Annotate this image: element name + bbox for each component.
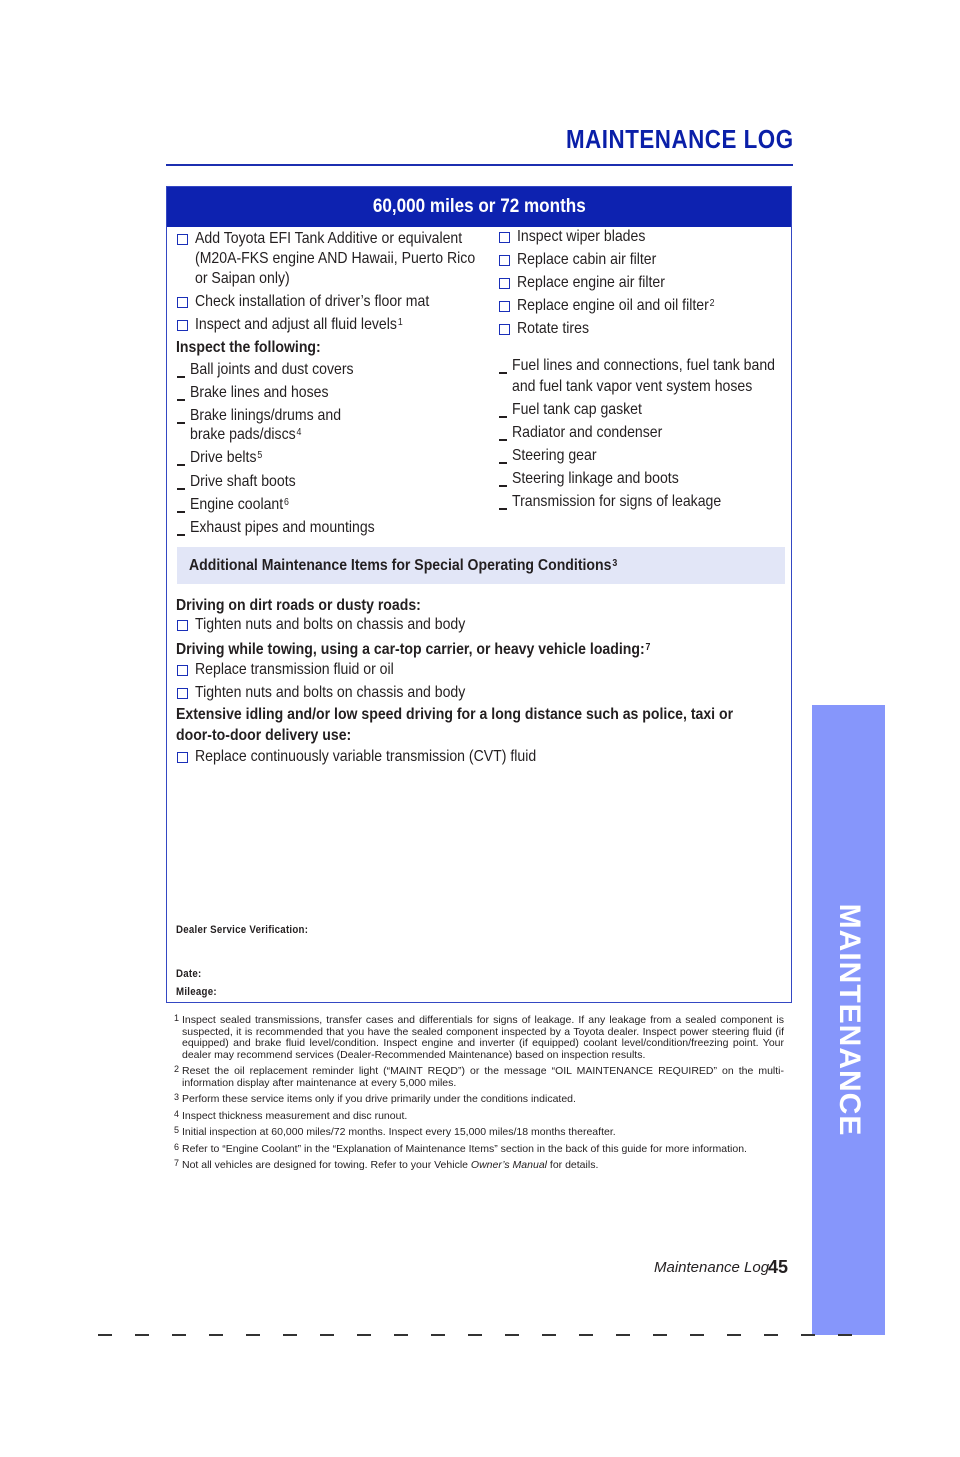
footnote-text: Inspect sealed transmissions, transfer cases and differentials for signs of leakage. If any leakage from a sealed component is suspected, it is recommended that you have the sealed component inspected by a Toyota dealer. Inspect power steering fluid (if equipped) and brake fluid level/condition. Inspect engine and inverter (if equipped) coolant level/condition/freezing point. Your dealer may recommend services (Dealer-Recommended Maintenance) based on inspection results. xyxy=(182,1014,784,1061)
mileage-label: Mileage: xyxy=(176,986,217,998)
dash-bullet xyxy=(177,534,185,536)
inspect-item: Drive shaft boots xyxy=(190,473,296,490)
dash-bullet xyxy=(499,439,507,441)
footnote-ref: 1 xyxy=(397,317,403,328)
dash-bullet xyxy=(499,372,507,374)
footnote-number: 5 xyxy=(174,1125,180,1135)
footnote-number: 7 xyxy=(174,1158,180,1168)
checkbox[interactable] xyxy=(177,234,188,245)
crop-mark xyxy=(283,1334,297,1336)
check-item: Tighten nuts and bolts on chassis and body xyxy=(195,616,466,633)
footnote xyxy=(174,1127,784,1139)
inspect-item-cont: and fuel tank vapor vent system hoses xyxy=(512,378,753,395)
checkbox[interactable] xyxy=(499,324,510,335)
checkbox[interactable] xyxy=(499,301,510,312)
footnote xyxy=(174,1141,784,1156)
side-tab-label-wrap xyxy=(812,903,885,1137)
side-tab-label: MAINTENANCE xyxy=(832,903,866,1137)
footnote-ref: 2 xyxy=(709,298,715,309)
crop-mark xyxy=(727,1334,741,1336)
footnote-text: Initial inspection at 60,000 miles/72 months. Inspect every 15,000 miles/18 months thereafter. xyxy=(182,1126,616,1138)
dash-bullet xyxy=(177,399,185,401)
special-conditions-title: Additional Maintenance Items for Special Operating Conditions$^3$ xyxy=(189,557,618,574)
checkbox[interactable] xyxy=(177,297,188,308)
footnote-number: 6 xyxy=(174,1141,180,1152)
checkbox[interactable] xyxy=(499,232,510,243)
footnote-ref: 4 xyxy=(296,427,302,438)
footnote-ref: 3 xyxy=(612,558,618,569)
crop-mark xyxy=(801,1334,815,1336)
footnote-text: Perform these service items only if you drive primarily under the conditions indicated. xyxy=(182,1093,576,1105)
crop-mark xyxy=(209,1334,223,1336)
inspect-item: Brake lines and hoses xyxy=(190,384,329,401)
checkbox[interactable] xyxy=(177,688,188,699)
footnote-ref: 6 xyxy=(284,497,289,508)
checkbox[interactable] xyxy=(177,320,188,331)
inspect-item: Transmission for signs of leakage xyxy=(512,493,722,510)
crop-mark xyxy=(468,1334,482,1336)
crop-mark xyxy=(838,1334,852,1336)
footnotes xyxy=(174,1015,784,1177)
crop-mark xyxy=(690,1334,704,1336)
crop-mark xyxy=(764,1334,778,1336)
check-item: Replace continuously variable transmission (CVT) fluid xyxy=(195,748,537,765)
checkbox[interactable] xyxy=(499,278,510,289)
inspect-item: Exhaust pipes and mountings xyxy=(190,519,375,536)
dash-bullet xyxy=(499,485,507,487)
check-item: Replace engine air filter xyxy=(517,274,665,291)
check-item: Check installation of driver’s floor mat xyxy=(195,293,430,310)
inspect-item: Drive belts$^5$ xyxy=(190,449,263,466)
crop-mark xyxy=(579,1334,593,1336)
check-item: Rotate tires xyxy=(517,320,589,337)
page-title: MAINTENANCE LOG xyxy=(566,124,794,154)
inspect-item: Brake linings/drums and xyxy=(190,407,342,424)
check-item: Inspect wiper blades xyxy=(517,228,646,245)
footnote-text: Not all vehicles are designed for towing. Refer to your Vehicle Owner’s Manual for details. xyxy=(182,1159,599,1171)
footer-section-label: Maintenance Log xyxy=(654,1259,770,1276)
crop-mark xyxy=(394,1334,408,1336)
check-item: Replace cabin air filter xyxy=(517,251,657,268)
inspect-item: Engine coolant$^6$ xyxy=(190,496,289,513)
maintenance-interval-box xyxy=(166,186,792,1003)
footnote-text: Reset the oil replacement reminder light (“MAINT REQD”) or the message “OIL MAINTENANCE REQUIRED” on the multi-information display after maintenance at every 5,000 miles. xyxy=(182,1065,784,1089)
inspect-heading: Inspect the following: xyxy=(176,339,321,356)
crop-mark xyxy=(98,1334,112,1336)
crop-mark xyxy=(135,1334,149,1336)
footnote-number: 2 xyxy=(174,1064,180,1074)
check-item: Inspect and adjust all fluid levels$^1$ xyxy=(195,316,403,333)
footnote xyxy=(174,1066,784,1089)
crop-mark xyxy=(320,1334,334,1336)
checkbox[interactable] xyxy=(177,665,188,676)
crop-mark xyxy=(505,1334,519,1336)
crop-mark xyxy=(357,1334,371,1336)
footnote-ref: 5 xyxy=(257,450,263,461)
crop-mark xyxy=(653,1334,667,1336)
footnote xyxy=(174,1108,784,1123)
footnote-number: 4 xyxy=(174,1108,180,1119)
footnote xyxy=(174,1015,784,1061)
inspect-item: Radiator and condenser xyxy=(512,424,663,441)
footnote-number: 1 xyxy=(174,1013,180,1023)
dash-bullet xyxy=(499,462,507,464)
footnote-text: Refer to “Engine Coolant” in the “Explanation of Maintenance Items” section in the back of this guide for more information. xyxy=(182,1142,747,1155)
checkbox[interactable] xyxy=(499,255,510,266)
crop-mark xyxy=(616,1334,630,1336)
title-rule xyxy=(166,164,793,166)
check-item: Add Toyota EFI Tank Additive or equivalent xyxy=(195,230,463,247)
condition-heading: Driving while towing, using a car-top carrier, or heavy vehicle loading:$^7$ xyxy=(176,641,651,658)
crop-mark xyxy=(246,1334,260,1336)
dash-bullet xyxy=(177,488,185,490)
footnote-ref: 7 xyxy=(645,642,651,653)
check-item-cont: or Saipan only) xyxy=(195,270,290,287)
interval-header xyxy=(167,187,791,227)
crop-mark xyxy=(431,1334,445,1336)
footnote-text: Inspect thickness measurement and disc runout. xyxy=(182,1109,408,1122)
inspect-item: Steering gear xyxy=(512,447,597,464)
check-item: Replace engine oil and oil filter$^2$ xyxy=(517,297,715,314)
dash-bullet xyxy=(499,416,507,418)
inspect-item: Fuel tank cap gasket xyxy=(512,401,642,418)
checkbox[interactable] xyxy=(177,752,188,763)
condition-heading: Extensive idling and/or low speed driving for a long distance such as police, taxi or xyxy=(176,706,734,723)
date-label: Date: xyxy=(176,968,202,980)
inspect-item: Steering linkage and boots xyxy=(512,470,679,487)
dash-bullet xyxy=(177,464,185,466)
dash-bullet xyxy=(177,511,185,513)
footnote xyxy=(174,1094,784,1106)
inspect-item: Fuel lines and connections, fuel tank band xyxy=(512,357,776,374)
condition-heading: Driving on dirt roads or dusty roads: xyxy=(176,597,421,614)
page-number: 45 xyxy=(768,1257,789,1277)
dash-bullet xyxy=(177,422,185,424)
check-item: Replace transmission fluid or oil xyxy=(195,661,394,678)
inspect-item-cont: brake pads/discs$^4$ xyxy=(190,426,302,443)
crop-mark xyxy=(172,1334,186,1336)
footnote-number: 3 xyxy=(174,1092,180,1102)
manual-title: Owner’s Manual xyxy=(470,1159,547,1171)
dash-bullet xyxy=(177,376,185,378)
inspect-item: Ball joints and dust covers xyxy=(190,361,354,378)
checkbox[interactable] xyxy=(177,620,188,631)
footnote xyxy=(174,1160,784,1172)
check-item: Tighten nuts and bolts on chassis and body xyxy=(195,684,466,701)
crop-mark xyxy=(542,1334,556,1336)
check-item-cont: (M20A-FKS engine AND Hawaii, Puerto Rico xyxy=(195,250,476,267)
dash-bullet xyxy=(499,508,507,510)
dealer-verification-label: Dealer Service Verification: xyxy=(176,924,309,936)
condition-heading-cont: door-to-door delivery use: xyxy=(176,727,352,744)
interval-title: 60,000 miles or 72 months xyxy=(372,196,586,217)
